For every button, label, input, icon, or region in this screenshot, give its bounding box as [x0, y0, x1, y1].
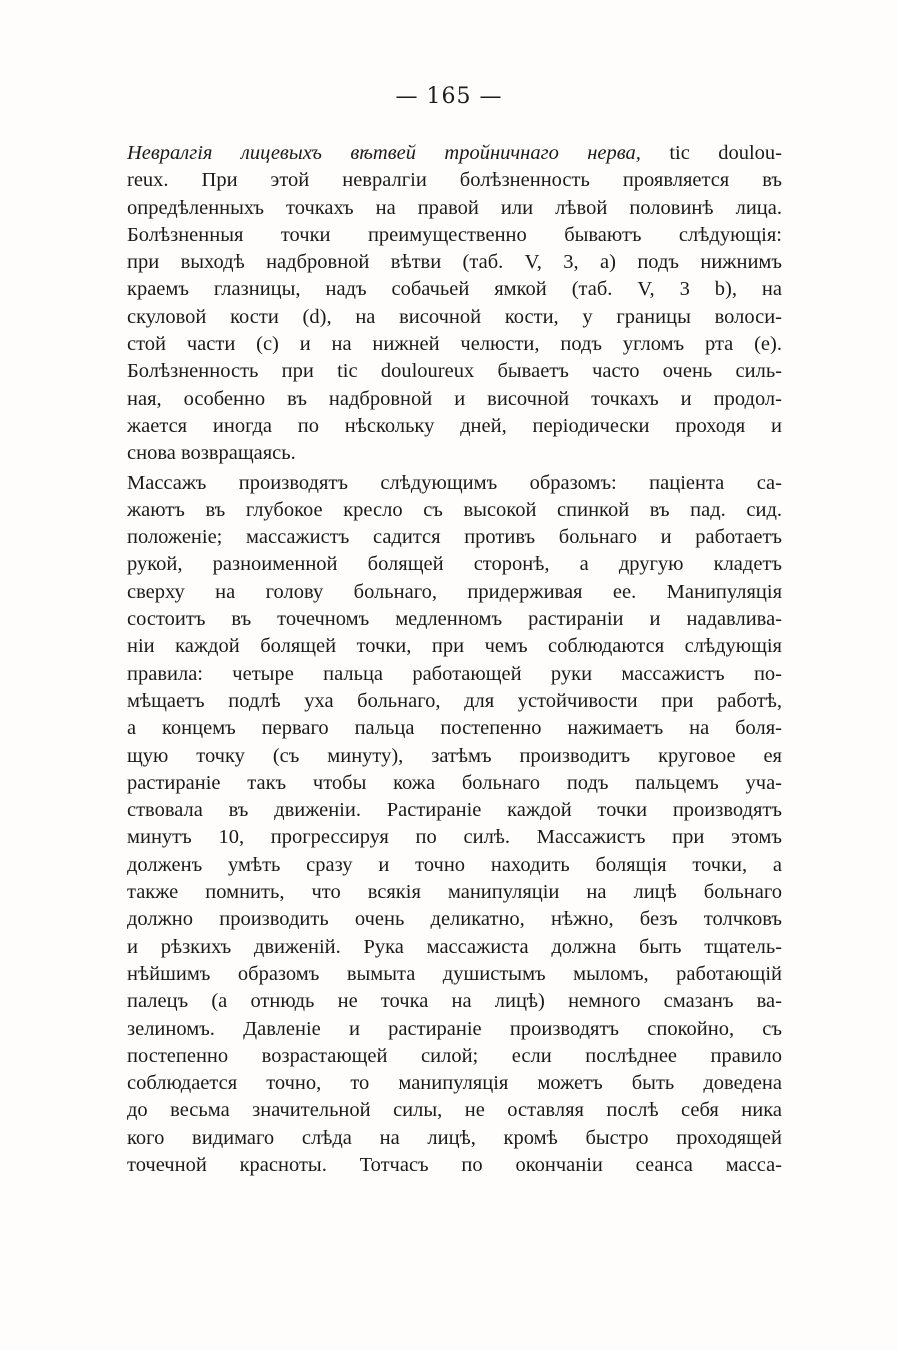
text-line: жаютъ въ глубокое кресло съ высокой спинкой въ пад. сид.	[127, 498, 782, 521]
text-line: нѣйшимъ образомъ вымыта душистымъ мыломъ, работающій	[127, 962, 782, 985]
text-line: жается иногда по нѣскольку дней, періодически проходя и	[127, 414, 782, 437]
text-line: кого видимаго слѣда на лицѣ, кромѣ быстро проходящей	[127, 1126, 782, 1149]
text-line: снова возвращаясь.	[127, 442, 296, 465]
text-line: палецъ (а отнюдь не точка на лицѣ) немного смазанъ ва-	[127, 990, 782, 1013]
text-line: также помнить, что всякія манипуляціи на лицѣ больнаго	[127, 881, 782, 904]
text-line: зелиномъ. Давленіе и растираніе производятъ спокойно, съ	[127, 1017, 782, 1040]
text-line: Болѣзненныя точки преимущественно бываютъ слѣдующія:	[127, 223, 782, 246]
text-line: щую точку (съ минуту), затѣмъ производитъ круговое ея	[127, 744, 782, 767]
text-line: стой части (с) и на нижней челюсти, подъ угломъ рта (е).	[127, 333, 782, 356]
text-line: постепенно возрастающей силой; если послѣднее правило	[127, 1044, 782, 1067]
text-line: положеніе; массажистъ садится противъ больнаго и работаетъ	[127, 526, 782, 549]
text-line: скуловой кости (d), на височной кости, у границы волоси-	[127, 305, 782, 328]
text-line: до весьма значительной силы, не оставляя послѣ себя ника	[127, 1099, 782, 1122]
text-line: ная, особенно въ надбровной и височной точкахъ и продол-	[127, 387, 782, 410]
text-line: состоитъ въ точечномъ медленномъ растираніи и надавлива-	[127, 608, 782, 631]
text-line: рукой, разноименной болящей сторонѣ, а другую кладетъ	[127, 553, 782, 576]
text-line: ніи каждой болящей точки, при чемъ соблюдаются слѣдующія	[127, 635, 782, 658]
text-line: правила: четыре пальца работающей руки массажистъ по-	[127, 662, 782, 685]
text-line: а концемъ перваго пальца постепенно нажимаетъ на боля-	[127, 717, 782, 740]
text-line: минутъ 10, прогрессируя по силѣ. Массажистъ при этомъ	[127, 826, 782, 849]
page-number: — 165 —	[395, 84, 503, 109]
text-line: reux. При этой невралгіи болѣзненность проявляется въ	[127, 169, 782, 192]
text-line: краемъ глазницы, надъ собачьей ямкой (таб. V, 3 b), на	[127, 278, 782, 301]
text-line: при выходѣ надбровной вѣтви (таб. V, 3, а) подъ нижнимъ	[127, 251, 782, 274]
text-line: Массажъ производятъ слѣдующимъ образомъ: паціента са-	[127, 471, 782, 494]
text-line: мѣщаетъ подлѣ уха больнаго, для устойчивости при работѣ,	[127, 689, 782, 712]
heading-line-rest: tic doulou-	[669, 142, 782, 164]
text-line: точечной красноты. Тотчасъ по окончаніи сеанса масса-	[127, 1153, 782, 1176]
text-line: ствовала въ движеніи. Растираніе каждой точки производятъ	[127, 799, 782, 822]
paragraph-2	[127, 470, 782, 1180]
text-line: должно производить очень деликатно, нѣжно, безъ толчковъ	[127, 908, 782, 931]
text-line: растираніе такъ чтобы кожа больнаго подъ пальцемъ уча-	[127, 771, 782, 794]
text-line: соблюдается точно, то манипуляція можетъ быть доведена	[127, 1072, 782, 1095]
paragraph-1-line-1	[127, 140, 782, 167]
text-line: Болѣзненность при tic douloureux бываетъ часто очень силь-	[127, 360, 782, 383]
section-heading: Невралгія лицевыхъ вѣтвей тройничнаго нерва,	[127, 142, 641, 164]
text-line: сверху на голову больнаго, придерживая ее. Манипуляція	[127, 580, 782, 603]
paragraph-1	[127, 140, 782, 468]
body-text	[127, 140, 782, 1179]
text-line: и рѣзкихъ движеній. Рука массажиста должна быть тщатель-	[127, 935, 782, 958]
text-line: опредѣленныхъ точкахъ на правой или лѣвой половинѣ лица.	[127, 196, 782, 219]
text-line: долженъ умѣть сразу и точно находить болящія точки, а	[127, 853, 782, 876]
